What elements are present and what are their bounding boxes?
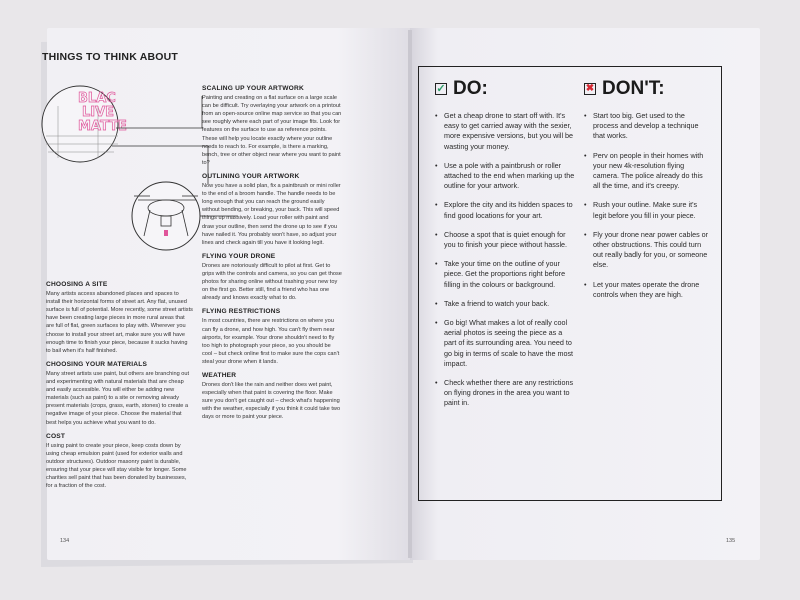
list-item: • Use a pole with a paintbrush or roller attached to the end when marking up the outline for your artwork.: [435, 161, 575, 192]
section-heading: COST: [46, 432, 66, 440]
dont-column: [584, 75, 709, 309]
section-heading: WEATHER: [202, 372, 237, 379]
right-text-column: [202, 85, 342, 428]
mural-text-line-2: LIVE: [82, 105, 115, 120]
list-item: • Get a cheap drone to start off with. It's easy to get carried away with the sexier, more expensive versions, but you will be wasting your money.: [435, 111, 575, 152]
checkbox-tick-icon: ✓: [436, 82, 446, 95]
section-body: Many artists access abandoned places and spaces to install their horizontal forms of street art. Any flat, unused surface is full of potential. More recently, some street artists have been creating large pieces in more rural areas that are full of flat, green surfaces to play with. Wherever you choose to install your street art, make sure you will have enough time to finish your piece, because it sucks having to bail when it's half finished.: [46, 291, 193, 354]
list-item: • Take your time on the outline of your piece. Get the proportions right before filling in the colours or background.: [435, 259, 575, 290]
section-body: In most countries, there are restrictions on where you can fly a drone, and how high. You can't fly them near airports, for example. Your drone shouldn't need to fly too high to photograph your piece, so you should be cool – but check online first to make sure the cops can't steal your drone when it lands.: [202, 318, 340, 365]
list-item: • Perv on people in their homes with your new 4k-resolution flying camera. The police already do this all the time, and it's creepy.: [584, 151, 709, 192]
list-item: • Rush your outline. Make sure it's legit before you fill in your piece.: [584, 200, 709, 220]
list-item: • Go big! What makes a lot of really cool aerial photos is seeing the piece as a part of its surrounding area. You need to go big in terms of scale to have the most impact.: [435, 318, 575, 369]
do-dont-panel: [418, 66, 722, 501]
section-body: Now you have a solid plan, fix a paintbrush or mini roller to the end of a broom handle. The handle needs to be long enough that you can reach the ground easily without bending, or breaking, your back. This will speed things up massively. Load your roller with paint and draw your outline, then send the drone up to see if you have nailed it. You probably won't have, so adjust your lines and check again till you have it looking legit.: [202, 183, 341, 246]
do-heading: [435, 75, 575, 103]
book-gutter: [408, 30, 412, 558]
list-item: • Check whether there are any restrictions on flying drones in the area you want to paint in.: [435, 378, 575, 409]
section-body: Many street artists use paint, but others are branching out and experimenting with natural materials that are cheap and easily accessible. You will either be adding new materials (such as paint) to a site or removing already present materials (crops, grass, earth, stones) to create a negative image of your piece. Choose the material that best helps you achieve what you want to do.: [46, 370, 190, 426]
list-item: • Explore the city and its hidden spaces to find good locations for your art.: [435, 200, 575, 220]
section-heading: CHOOSING YOUR MATERIALS: [46, 360, 148, 368]
list-item: • Choose a spot that is quiet enough for you to finish your piece without hassle.: [435, 230, 575, 250]
section-heading: FLYING RESTRICTIONS: [202, 308, 281, 316]
page-number-right: 135: [726, 538, 736, 544]
left-text-column: [46, 281, 193, 496]
section-heading: FLYING YOUR DRONE: [202, 252, 276, 260]
do-column: [435, 75, 575, 418]
mural-text-line-3: MATTE: [78, 119, 127, 134]
dont-heading-label: DON'T:: [602, 78, 665, 99]
section-heading: SCALING UP YOUR ARTWORK: [202, 85, 304, 92]
list-item: • Let your mates operate the drone controls when they are high.: [584, 280, 709, 300]
list-item: • Start too big. Get used to the process and develop a technique that works.: [584, 111, 709, 142]
section-body: Painting and creating on a flat surface on a large scale can be difficult. Try overlaying your artwork on a printout from an open-source online map service so that you can see roughly where each part of your image fits. Look for features on the surface to use as reference points. These will help you locate exactly where your outline needs to reach to. For example, is there a marking, bench, tree or other object near where you want to paint to?: [202, 95, 342, 166]
list-item: • Take a friend to watch your back.: [435, 299, 575, 309]
section-body: If using paint to create your piece, keep costs down by using cheap emulsion paint (used for exterior walls and outdoor structures). Outdoor masonry paint is durable, ensuring that your piece will stay visible for longer. Some charities sell paint that has been donated by businesses, for a fraction of the cost.: [46, 442, 187, 490]
section-heading: CHOOSING A SITE: [46, 281, 108, 288]
section-body: Drones are notoriously difficult to pilot at first. Get to grips with the controls and camera, so you can get those photos for sharing online without trashing your new toy on the first go. Better still, find a friend who has one already and knows exactly what to do.: [202, 262, 342, 302]
page-title: THINGS TO THINK ABOUT: [42, 51, 179, 63]
section-heading: OUTLINING YOUR ARTWORK: [202, 172, 300, 180]
mural-text-line-1: BLAC: [78, 91, 116, 106]
do-heading-label: DO:: [453, 78, 488, 99]
page-number-left: 134: [60, 538, 70, 544]
do-list: [435, 111, 575, 409]
dont-list: [584, 111, 709, 300]
section-body: Drones don't like the rain and neither does wet paint, especially when that paint is covering the floor. Make sure you don't get caught out – check what's happening with the weather, especially if you think it could take two days or more to paint your piece.: [202, 382, 341, 421]
checkbox-cross-icon: ✖: [585, 83, 595, 94]
list-item: • Fly your drone near power cables or other obstructions. This could turn out really badly for you, or someone else.: [584, 230, 709, 271]
dont-heading: [584, 75, 709, 103]
